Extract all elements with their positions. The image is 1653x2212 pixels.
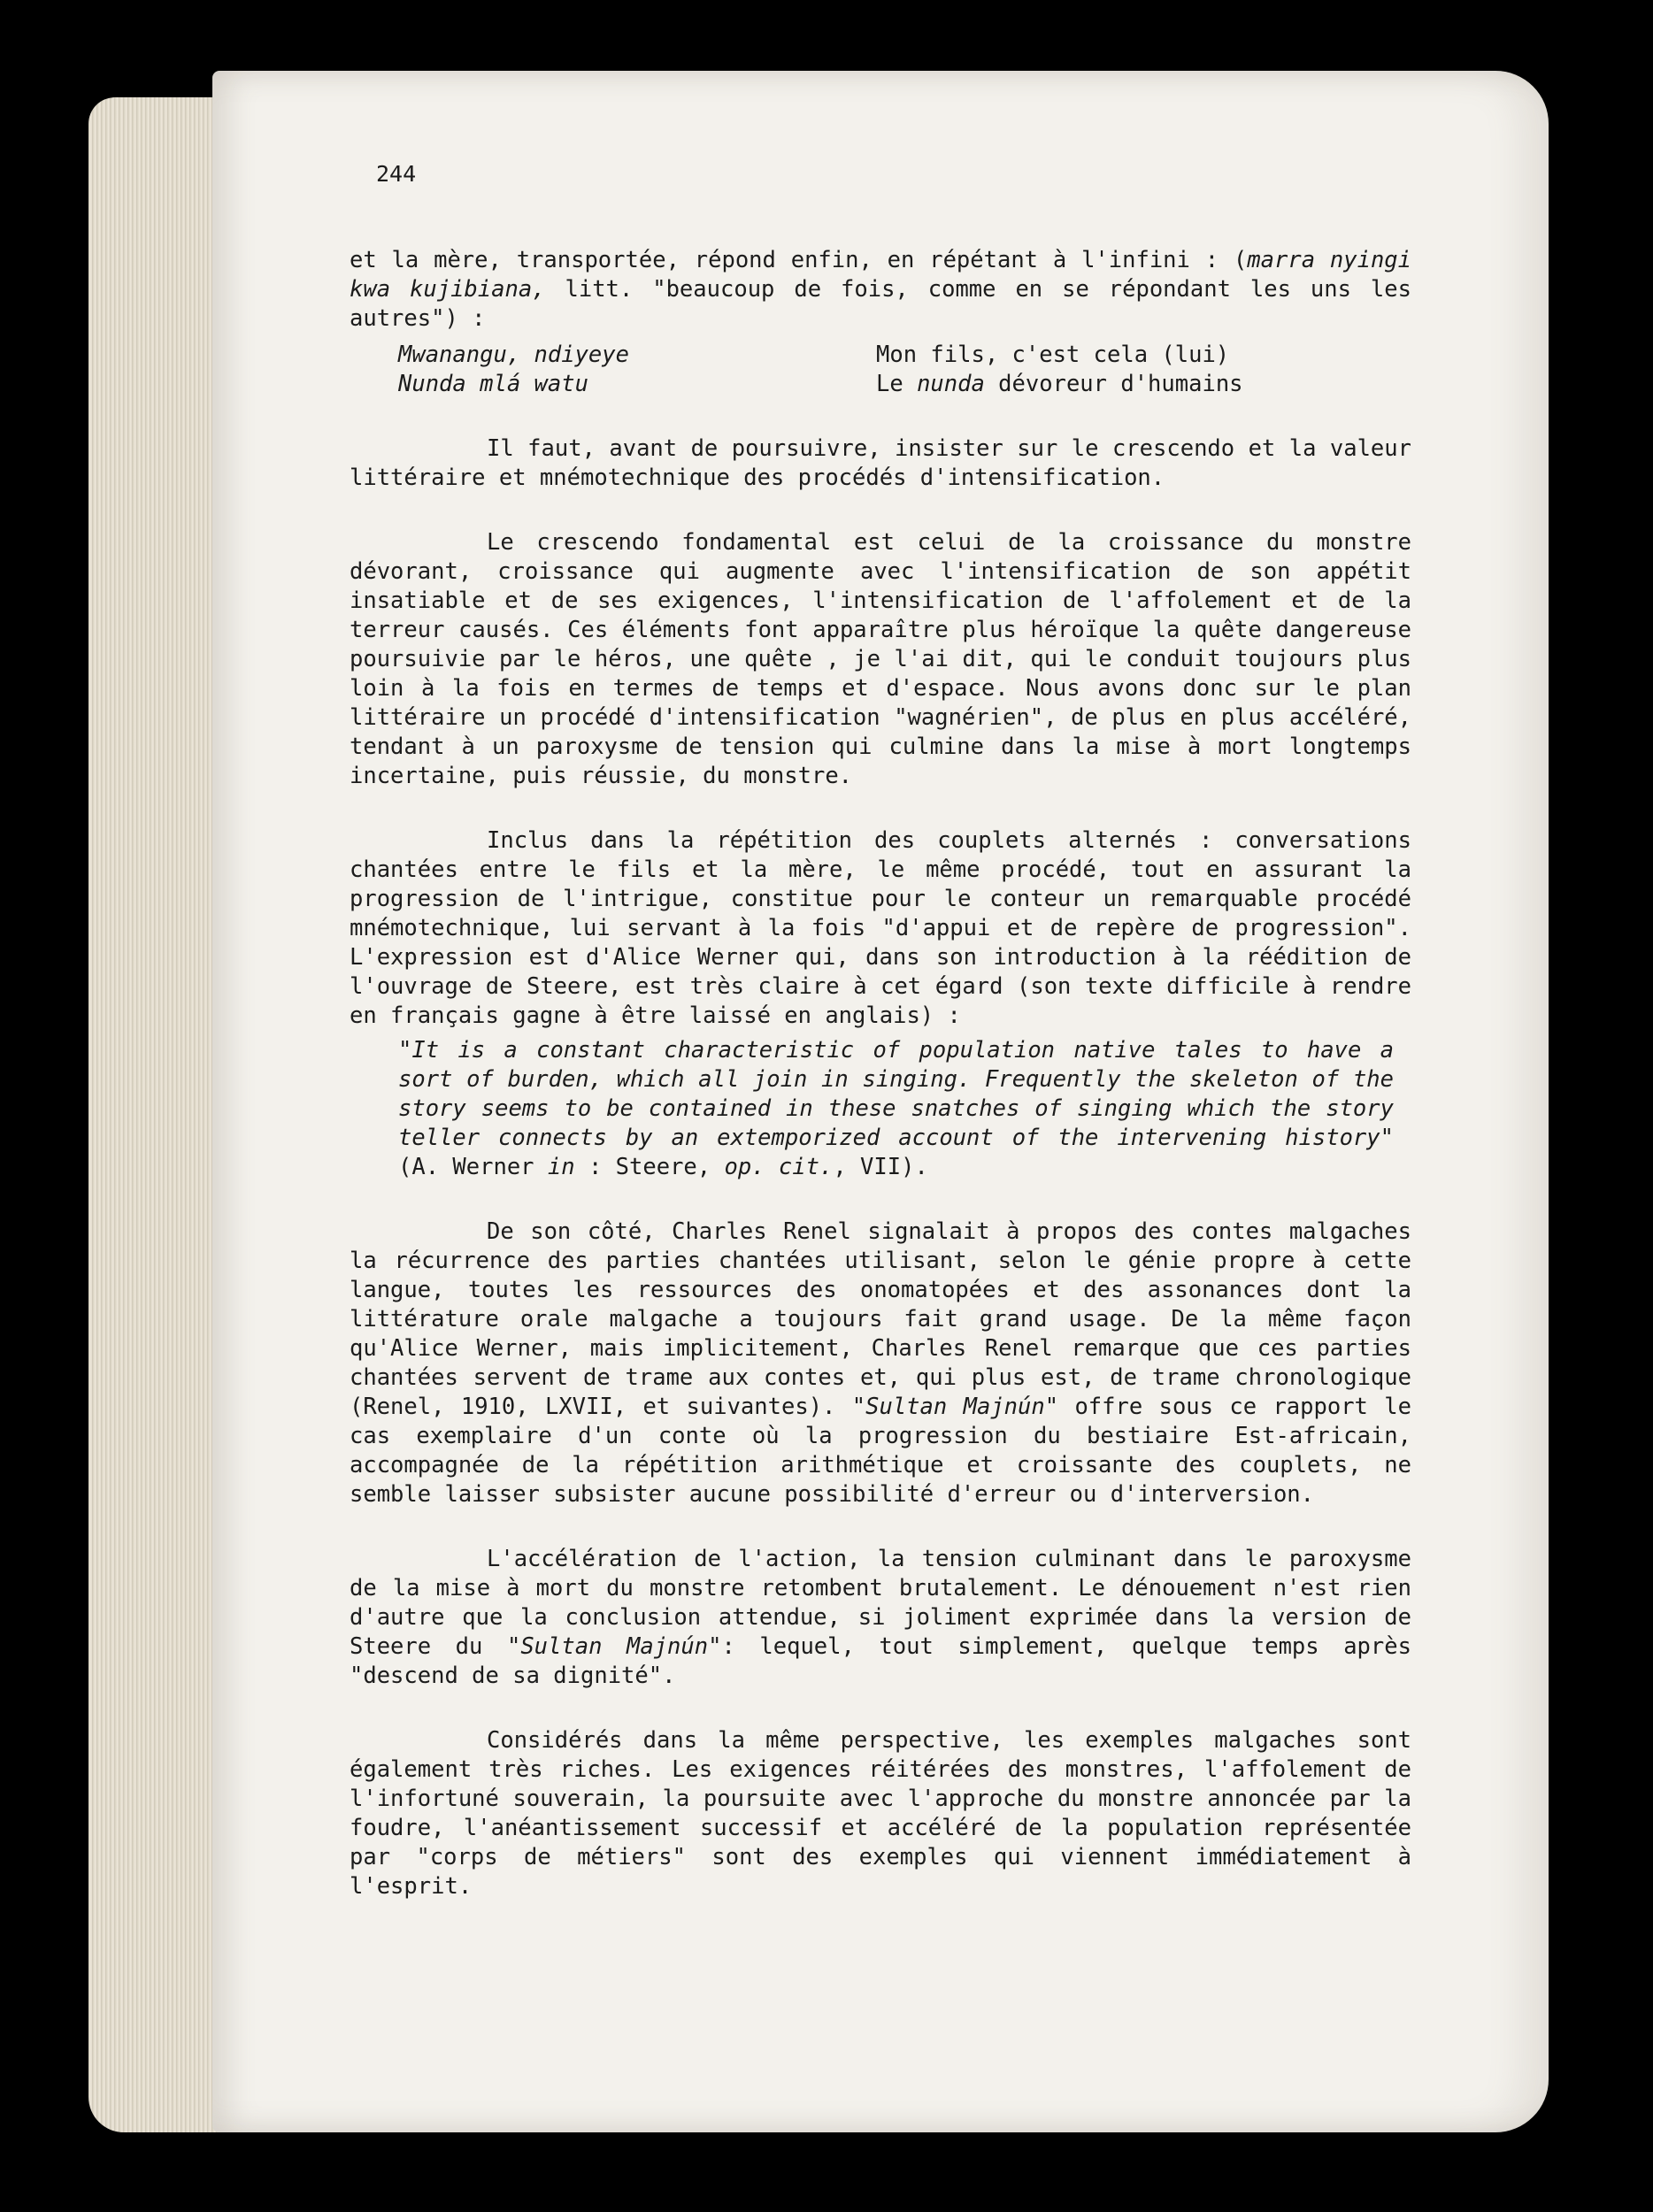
paragraph-1-text-b: litt. "beaucoup de fois, comme en se répondant les uns les autres") :	[350, 276, 1411, 332]
paragraph-1-swahili: marra nyingi kwa kujibiana,	[350, 247, 1411, 303]
paragraph-4: Inclus dans la répétition des couplets alternés : conversations chantées entre le fils et la mère, le même procédé, tout en assurant la progression de l'intrigue, constitue pour le conteur un remarquable procédé mnémotechnique, lui servant à la fois "d'appui et de repère de progression". L'expression est d'Alice Werner qui, dans son introduction à la réédition de l'ouvrage de Steere, est très claire à cet égard (son texte difficile à rendre en français gagne à être laissé en anglais) :	[350, 827, 1411, 1029]
verse-left-1: Mwanangu, ndiyeye	[398, 342, 629, 368]
english-quote: "It is a constant characteristic of population native tales to have a sort of burden, which all join in singing. Frequently the skeleton of the story seems to be contained in these snatches of singing which the story teller connects by an extemporized account of the intervening history" (A. Werner in : Steere, op. cit., VII).	[398, 1037, 1394, 1180]
paragraph-3: Le crescendo fondamental est celui de la croissance du monstre dévorant, croissance qui augmente avec l'intensification de son appétit insatiable et de ses exigences, l'intensification de l'affolement et de la terreur causés. Ces éléments font apparaître plus héroïque la quête dangereuse poursuivie par le héros, une quête , je l'ai dit, qui le conduit toujours plus loin à la fois en termes de temps et d'espace. Nous avons donc sur le plan littéraire un procédé d'intensification "wagnérien", de plus en plus accéléré, tendant à un paroxysme de tension qui culmine dans la mise à mort longtemps incertaine, puis réussie, du monstre.	[350, 529, 1411, 789]
quote-text: "It is a constant characteristic of population native tales to have a sort of burden, which all join in singing. Frequently the skeleton of the story seems to be contained in these snatches of singing which the story teller connects by an extemporized account of the intervening history	[398, 1037, 1394, 1151]
paragraph-5: De son côté, Charles Renel signalait à propos des contes malgaches la récurrence des parties chantées utilisant, selon le génie propre à cette langue, toutes les ressources des onomatopées et des assonances dont la littérature orale malgache a toujours fait grand usage. De la même façon qu'Alice Werner, mais implicitement, Charles Renel remarque que ces parties chantées servent de trame aux contes et, qui plus est, de trame chronologique (Renel, 1910, LXVII, et suivantes). "Sultan Majnún" offre sous ce rapport le cas exemplaire d'un conte où la progression du bestiaire Est-africain, accompagnée de la répétition arithmétique et croissante des couplets, ne semble laisser subsister aucune possibilité d'erreur ou d'interversion.	[350, 1218, 1411, 1508]
page-content	[350, 159, 1411, 1901]
paragraph-2: Il faut, avant de poursuivre, insister sur le crescendo et la valeur littéraire et mnémotechnique des procédés d'intensification.	[350, 435, 1411, 491]
verse-couplet	[398, 341, 1411, 399]
verse-left-2: Nunda mlá watu	[398, 371, 588, 397]
paragraph-1	[350, 246, 1411, 334]
verse-right-2: Le nunda dévoreur d'humains	[876, 371, 1243, 397]
title-sultan-majnun: Sultan Majnún	[520, 1633, 709, 1660]
paragraph-1-text-a: et la mère, transportée, répond enfin, en répétant à l'infini : (	[350, 247, 1248, 273]
paragraph-6: L'accélération de l'action, la tension culminant dans le paroxysme de la mise à mort du monstre retombent brutalement. Le dénouement n'est rien d'autre que la conclusion attendue, si joliment exprimée dans la version de Steere du "Sultan Majnún": lequel, tout simplement, quelque temps après "descend de sa dignité".	[350, 1546, 1411, 1689]
title-sultan-majnun: Sultan Majnún	[865, 1394, 1045, 1420]
verse-right-1: Mon fils, c'est cela (lui)	[876, 342, 1230, 368]
page-number: 244	[376, 161, 417, 187]
paragraph-7: Considérés dans la même perspective, les exemples malgaches sont également très riches. Les exigences réitérées des monstres, l'affolement de l'infortuné souverain, la poursuite avec l'approche du monstre annoncée par la foudre, l'anéantissement successif et accéléré de la population représentée par "corps de métiers" sont des exemples qui viennent immédiatement à l'esprit.	[350, 1727, 1411, 1900]
